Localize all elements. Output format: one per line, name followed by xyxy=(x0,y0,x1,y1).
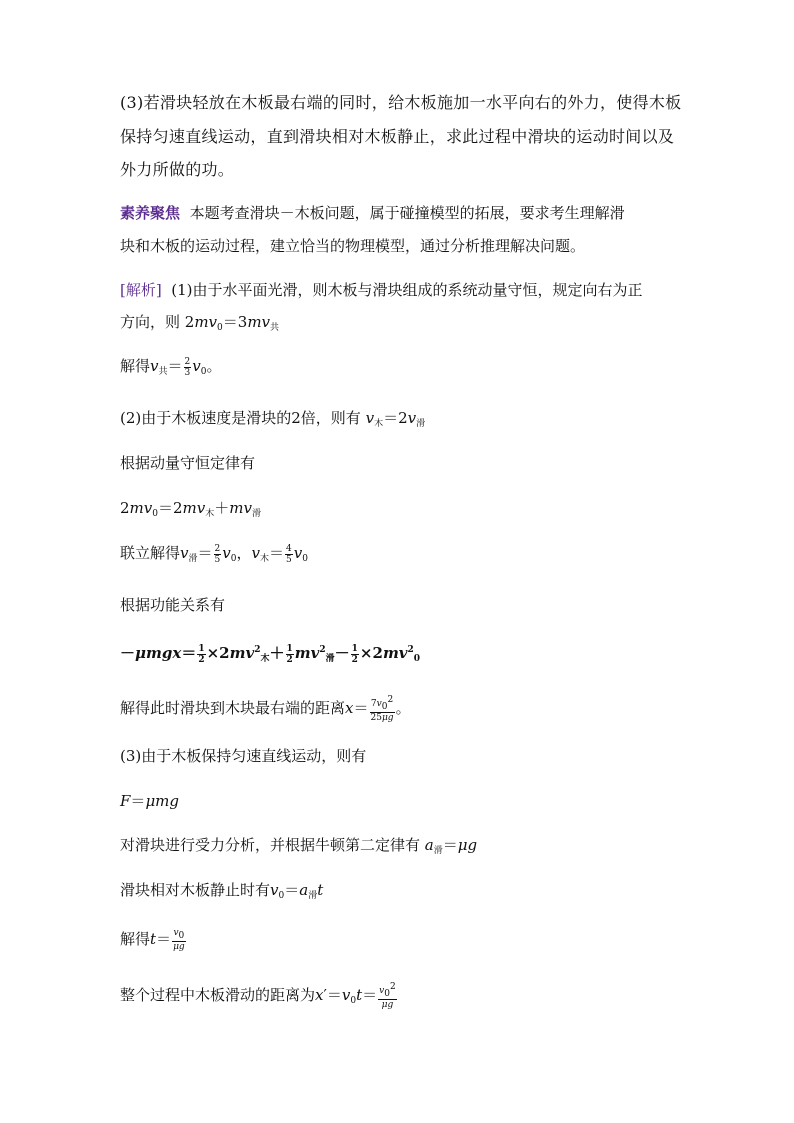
jiexi-line-1 xyxy=(120,280,643,300)
jiexi-line-2: 方向，则 $2mv_0=3mv_共$ xyxy=(120,313,280,333)
jiexi-line-7: 联立解得$v_滑=$ $\frac{2}{5}$ $v_0$，$v_木=$ $\frac{4}{5}$ $v_0$ xyxy=(120,543,308,565)
question-3-line-3: 外力所做的功。 xyxy=(120,160,235,179)
suyang-line-2: 块和木板的运动过程，建立恰当的物理模型，通过分析推理解决问题。 xyxy=(120,237,586,255)
jiexi-line-13: 对滑块进行受力分析，并根据牛顿第二定律有 $a_滑=\mu g$ xyxy=(120,836,478,856)
jiexi-line-6: $2mv_0=2mv_木+mv_滑$ xyxy=(120,499,261,519)
jiexi-line-11: (3)由于木板保持匀速直线运动，则有 xyxy=(120,747,367,765)
jiexi-line-12: F＝μmg xyxy=(120,792,180,810)
jiexi-p1: (1)由于水平面光滑，则木板与滑块组成的系统动量守恒，规定向右为正 xyxy=(171,281,643,299)
question-3-line-2: 保持匀速直线运动，直到滑块相对木板静止，求此过程中滑块的运动时间以及 xyxy=(120,127,675,146)
question-3-line-1: (3)若滑块轻放在木板最右端的同时，给木板施加一水平向右的外力，使得木板 xyxy=(120,93,682,112)
jiexi-label: [解析] xyxy=(120,281,162,299)
suyang-text-1: 本题考查滑块－木板问题，属于碰撞模型的拓展，要求考生理解滑 xyxy=(189,204,625,222)
jiexi-line-4: (2)由于木板速度是滑块的2倍，则有 $v_木=2v_滑$ xyxy=(120,409,426,429)
jiexi-line-5: 根据动量守恒定律有 xyxy=(120,454,256,472)
suyang-line-1 xyxy=(120,203,625,223)
suyang-label: 素养聚焦 xyxy=(120,204,181,222)
jiexi-line-3: 解得$v_共=$ $\frac{2}{3}$ $v_0$。 xyxy=(120,356,222,378)
jiexi-line-15: 解得t＝ $\frac{v_0}{\mu g}$ xyxy=(120,928,185,952)
jiexi-line-9: －μmgx＝ $\frac{1}{2}$ $\times 2mv^2_木+$ $\frac{1}{2}$ $mv^2_滑-$ $\frac{1}{2}$ $\times 2mv^2_0$ xyxy=(120,643,421,665)
jiexi-line-8: 根据功能关系有 xyxy=(120,596,226,614)
jiexi-line-14: 滑块相对木板静止时有$v_0=a_滑t$ xyxy=(120,881,324,901)
jiexi-line-16: 整个过程中木板滑动的距离为$x'=v_0t=$ $\frac{v_0^2}{\mu g}$ xyxy=(120,982,396,1010)
jiexi-line-10: 解得此时滑块到木块最右端的距离x＝ $\frac{7v_0^2}{25\mu g}$ 。 xyxy=(120,695,411,723)
